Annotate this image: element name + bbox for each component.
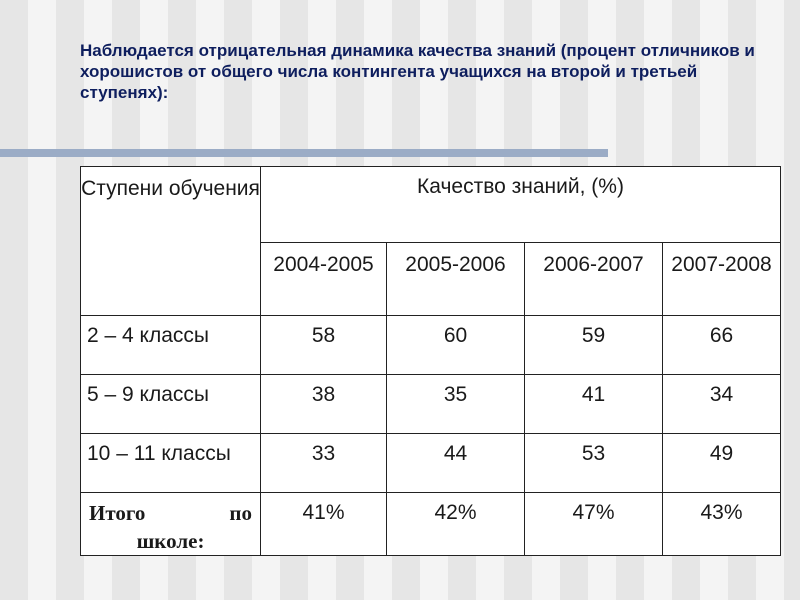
total-label-word: школе: (136, 529, 205, 553)
row-label: 10 – 11 классы (81, 434, 261, 493)
value-cell: 60 (387, 316, 525, 375)
total-value-cell: 47% (525, 493, 663, 556)
year-header: 2006-2007 (525, 243, 663, 316)
row-label: 2 – 4 классы (81, 316, 261, 375)
year-header: 2005-2006 (387, 243, 525, 316)
stage-header-text: Ступени обучения (81, 177, 260, 200)
total-value-cell: 42% (387, 493, 525, 556)
value-cell: 53 (525, 434, 663, 493)
stage-header-cell (81, 167, 261, 316)
value-cell: 38 (261, 375, 387, 434)
value-cell: 41 (525, 375, 663, 434)
value-cell: 44 (387, 434, 525, 493)
value-cell: 58 (261, 316, 387, 375)
slide-heading: Наблюдается отрицательная динамика качества знаний (процент отличников и хорошистов от общего числа контингента учащихся на второй и третьей ступенях): (80, 41, 755, 102)
total-row (81, 493, 781, 556)
quality-header-cell (261, 167, 781, 243)
total-label (81, 493, 261, 556)
quality-header-text: Качество знаний, (%) (417, 175, 624, 198)
table-row (81, 316, 781, 375)
row-label: 5 – 9 классы (81, 375, 261, 434)
total-label-word: по (229, 501, 252, 525)
year-header: 2007-2008 (663, 243, 781, 316)
total-value-cell: 43% (663, 493, 781, 556)
value-cell: 59 (525, 316, 663, 375)
total-label-word: Итого (89, 501, 146, 525)
table-row (81, 375, 781, 434)
table-row (81, 434, 781, 493)
value-cell: 66 (663, 316, 781, 375)
value-cell: 35 (387, 375, 525, 434)
value-cell: 49 (663, 434, 781, 493)
year-header: 2004-2005 (261, 243, 387, 316)
value-cell: 34 (663, 375, 781, 434)
knowledge-quality-table (80, 166, 781, 556)
divider-rule (0, 149, 608, 157)
value-cell: 33 (261, 434, 387, 493)
total-value-cell: 41% (261, 493, 387, 556)
